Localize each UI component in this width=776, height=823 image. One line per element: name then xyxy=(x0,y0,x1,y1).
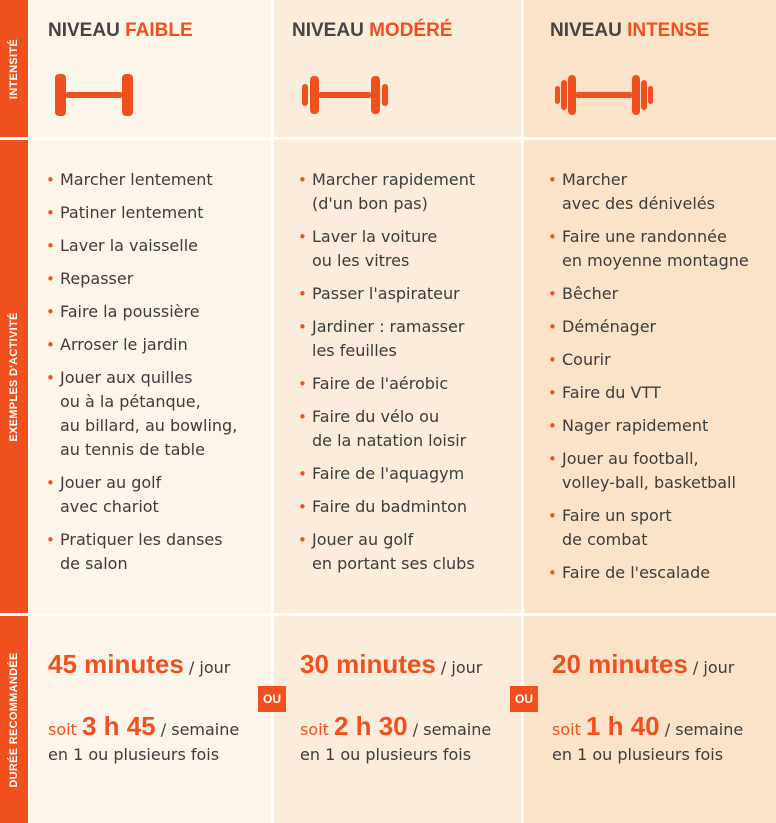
daily-duration xyxy=(48,649,230,680)
daily-duration xyxy=(552,649,734,680)
activity-item: • Jouer au football, volley-ball, basketball xyxy=(548,447,768,495)
level-name: MODÉRÉ xyxy=(369,20,453,41)
or-separator-badge: OU xyxy=(510,686,538,712)
activity-item: • Faire du VTT xyxy=(548,381,768,405)
level-title-faible xyxy=(48,20,193,42)
level-prefix: NIVEAU xyxy=(550,20,622,41)
activity-item: • Marcher avec des dénivelés xyxy=(548,168,768,216)
daily-value: 45 minutes xyxy=(48,649,184,679)
level-title-modere xyxy=(292,20,452,42)
frequency-text: en 1 ou plusieurs fois xyxy=(300,745,472,764)
examples-cell-modere xyxy=(274,140,524,616)
activity-item: • Laver la voiture ou les vitres xyxy=(298,225,513,273)
weekly-unit: / semaine xyxy=(160,720,240,739)
activity-item: • Faire du vélo ou de la natation loisir xyxy=(298,405,513,453)
level-prefix: NIVEAU xyxy=(292,20,364,41)
weekly-value: 1 h 40 xyxy=(585,711,660,741)
activity-list-faible xyxy=(46,168,263,585)
weekly-value: 2 h 30 xyxy=(333,711,408,741)
activity-item: • Jouer au golf avec chariot xyxy=(46,471,263,519)
activity-item: • Faire de l'aérobic xyxy=(298,372,513,396)
daily-unit: / jour xyxy=(692,658,735,677)
activity-item: • Faire de l'escalade xyxy=(548,561,768,585)
activity-item: • Faire de l'aquagym xyxy=(298,462,513,486)
level-name: INTENSE xyxy=(627,20,710,41)
frequency-text: en 1 ou plusieurs fois xyxy=(48,745,220,764)
activity-item: • Marcher lentement xyxy=(46,168,263,192)
weekly-duration xyxy=(552,711,743,742)
activity-item: • Bêcher xyxy=(548,282,768,306)
dumbbell-small-icon xyxy=(50,72,142,118)
activity-item: • Repasser xyxy=(46,267,263,291)
activity-item: • Faire du badminton xyxy=(298,495,513,519)
activity-item: • Nager rapidement xyxy=(548,414,768,438)
weekly-prefix: soit xyxy=(552,720,581,739)
row-label-duration-text: DURÉE RECOMMANDÉE xyxy=(8,651,20,788)
frequency-text: en 1 ou plusieurs fois xyxy=(552,745,724,764)
level-title-intense xyxy=(550,20,709,42)
row-label-intensity-text: INTENSITÉ xyxy=(8,38,20,99)
duration-cell-faible xyxy=(30,616,274,823)
row-label-duration xyxy=(0,616,30,823)
level-prefix: NIVEAU xyxy=(48,20,120,41)
dumbbell-large-icon xyxy=(554,72,654,118)
activity-item: • Jouer au golf en portant ses clubs xyxy=(298,528,513,576)
weekly-prefix: soit xyxy=(48,720,77,739)
activity-item: • Faire un sport de combat xyxy=(548,504,768,552)
daily-value: 20 minutes xyxy=(552,649,688,679)
row-label-examples-text: EXEMPLES D'ACTIVITÉ xyxy=(8,311,20,442)
activity-list-intense xyxy=(548,168,768,594)
activity-item: • Pratiquer les danses de salon xyxy=(46,528,263,576)
daily-unit: / jour xyxy=(188,658,231,677)
activity-item: • Marcher rapidement (d'un bon pas) xyxy=(298,168,513,216)
weekly-duration xyxy=(48,711,239,742)
or-separator-badge: OU xyxy=(258,686,286,712)
duration-cell-intense xyxy=(524,616,776,823)
level-name: FAIBLE xyxy=(125,20,193,41)
activity-item: • Faire une randonnée en moyenne montagne xyxy=(548,225,768,273)
header-cell-faible xyxy=(30,0,274,140)
activity-item: • Laver la vaisselle xyxy=(46,234,263,258)
daily-value: 30 minutes xyxy=(300,649,436,679)
weekly-prefix: soit xyxy=(300,720,329,739)
activity-list-modere xyxy=(298,168,513,585)
activity-item: • Jouer aux quilles ou à la pétanque, au billard, au bowling, au tennis de table xyxy=(46,366,263,462)
weekly-unit: / semaine xyxy=(412,720,492,739)
weekly-unit: / semaine xyxy=(664,720,744,739)
header-cell-modere xyxy=(274,0,524,140)
row-label-examples xyxy=(0,140,30,616)
examples-cell-intense xyxy=(524,140,776,616)
activity-item: • Jardiner : ramasser les feuilles xyxy=(298,315,513,363)
activity-item: • Arroser le jardin xyxy=(46,333,263,357)
activity-item: • Courir xyxy=(548,348,768,372)
weekly-value: 3 h 45 xyxy=(81,711,156,741)
header-cell-intense xyxy=(524,0,776,140)
row-label-intensity xyxy=(0,0,30,140)
examples-cell-faible xyxy=(30,140,274,616)
daily-duration xyxy=(300,649,482,680)
duration-cell-modere xyxy=(274,616,524,823)
daily-unit: / jour xyxy=(440,658,483,677)
activity-item: • Passer l'aspirateur xyxy=(298,282,513,306)
dumbbell-medium-icon xyxy=(300,72,392,118)
weekly-duration xyxy=(300,711,491,742)
activity-item: • Patiner lentement xyxy=(46,201,263,225)
activity-item: • Faire la poussière xyxy=(46,300,263,324)
activity-item: • Déménager xyxy=(548,315,768,339)
